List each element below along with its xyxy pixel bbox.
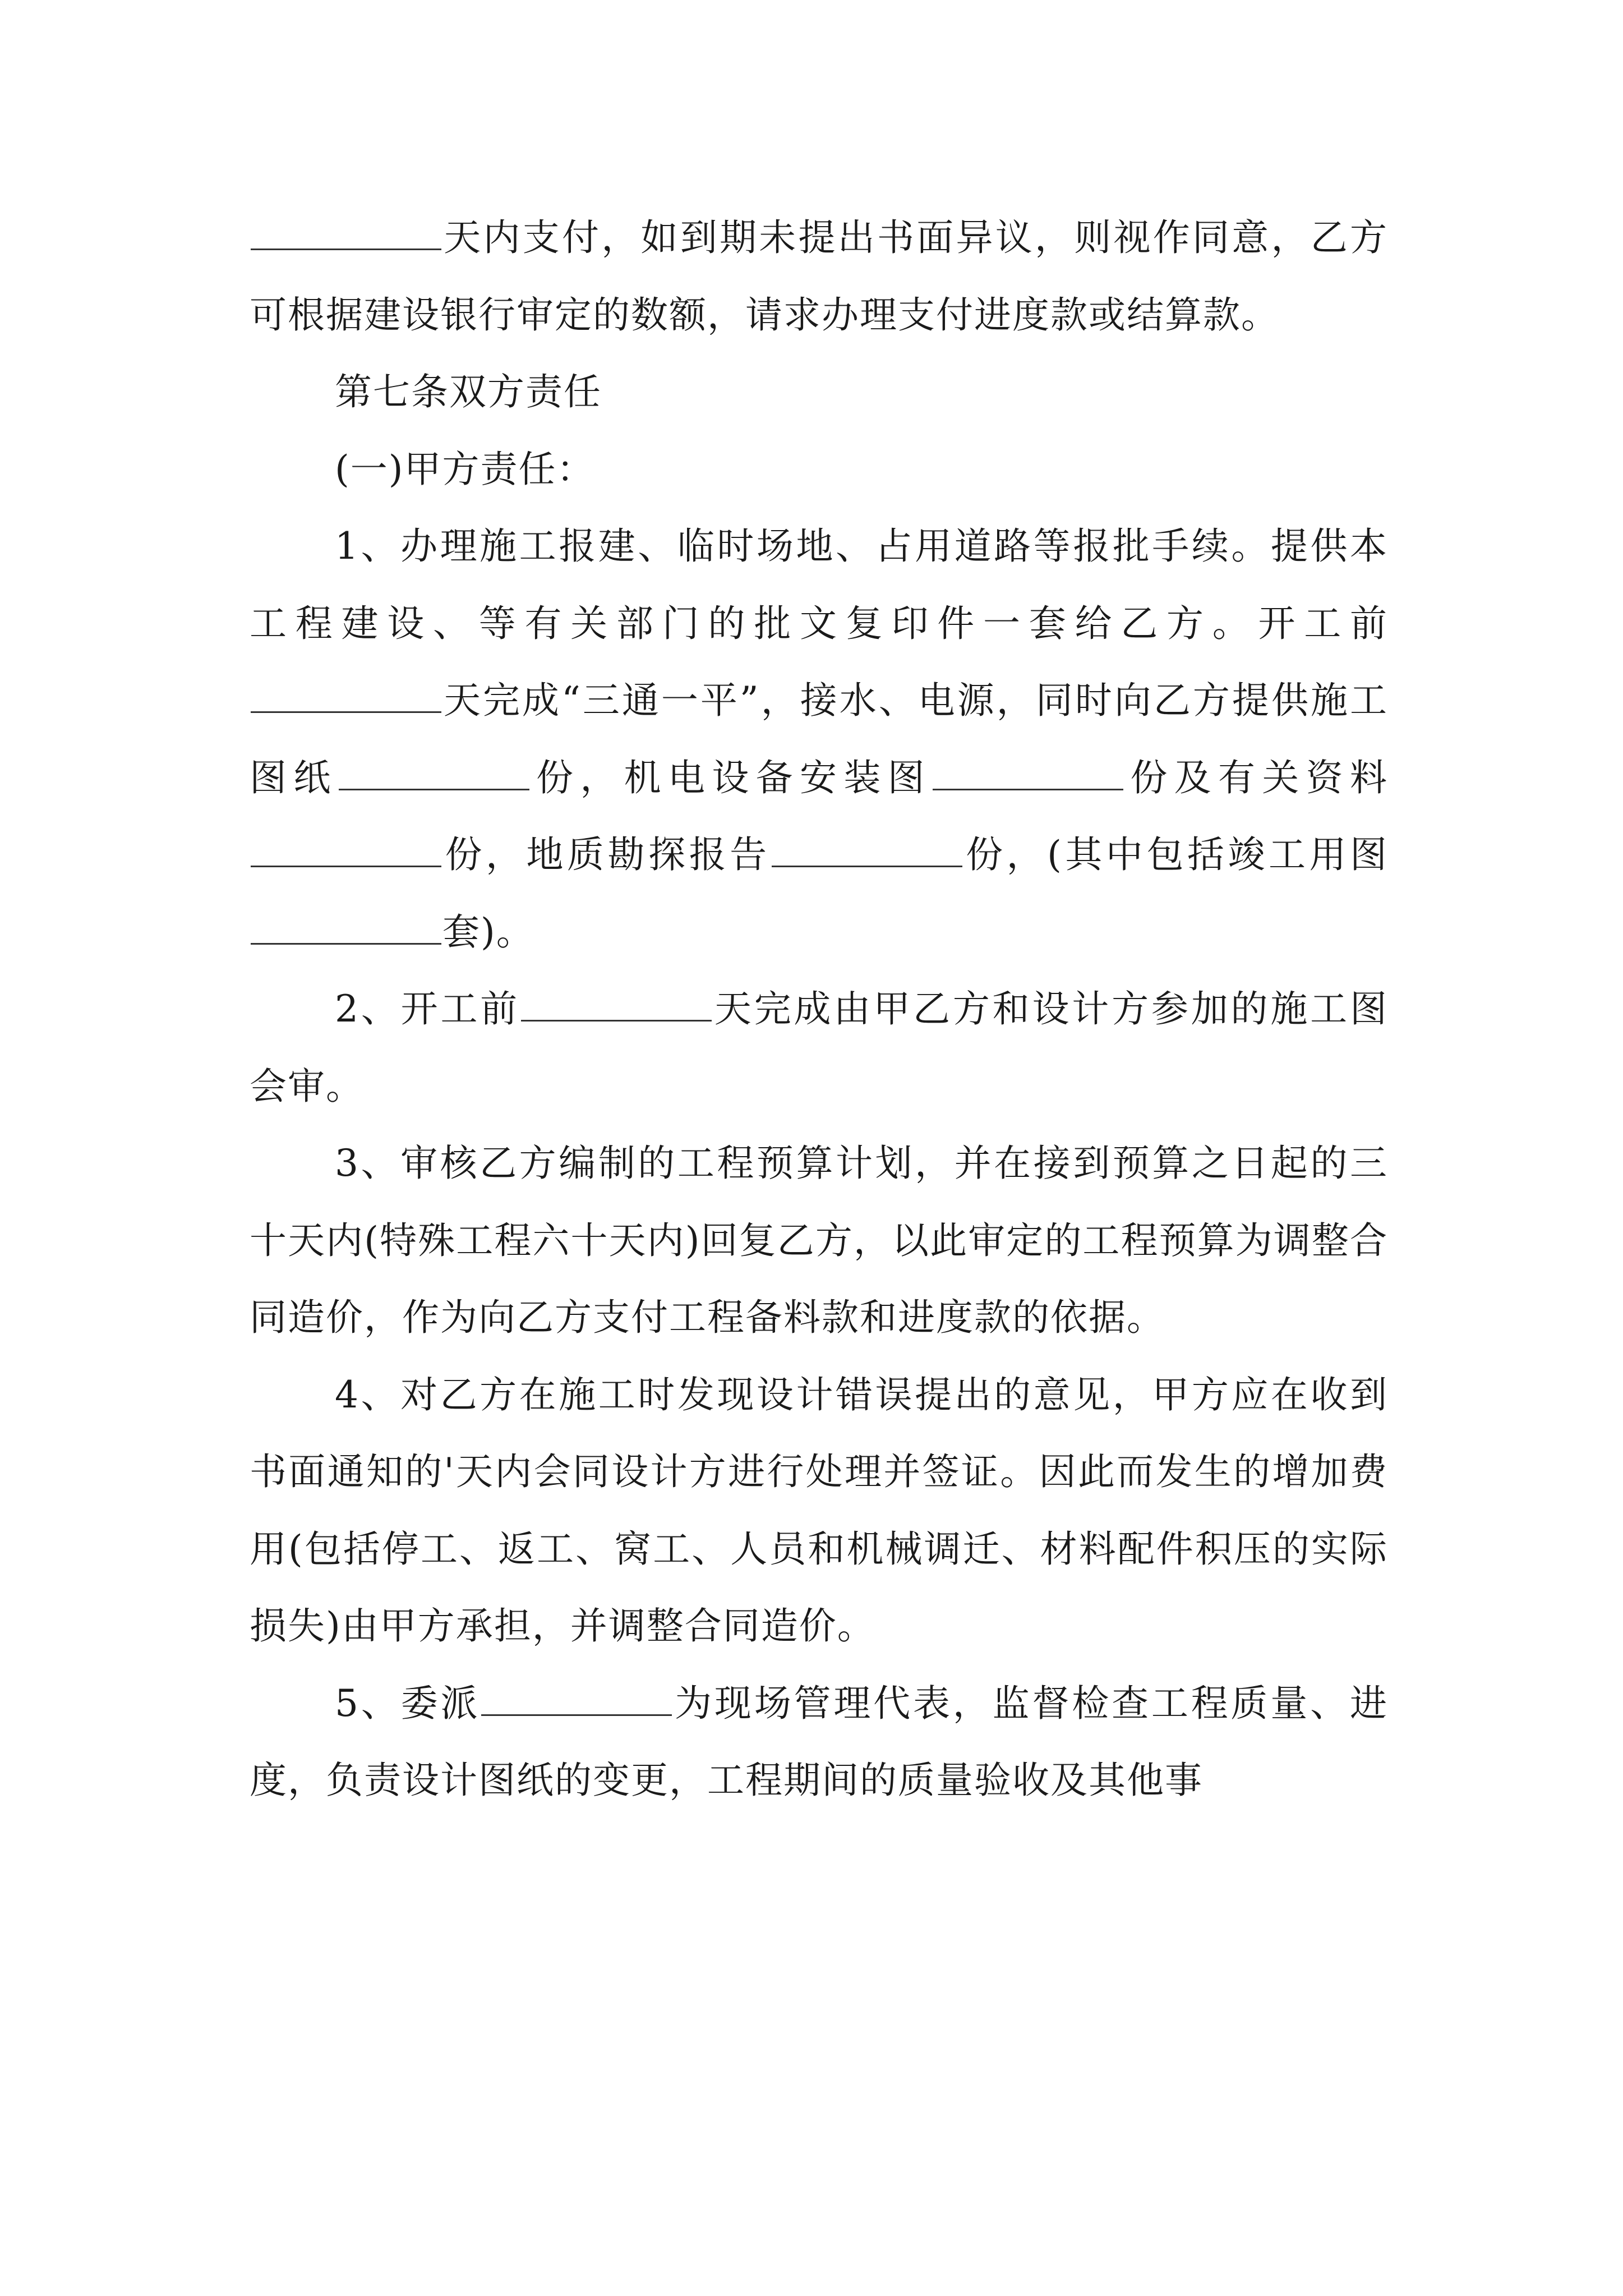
fill-in-blank — [251, 909, 441, 945]
fill-in-blank — [339, 755, 529, 790]
paragraph-text: 份，机电设备安装图 — [530, 756, 932, 799]
fill-in-blank — [251, 678, 441, 713]
paragraph-text: 3、审核乙方编制的工程预算计划，并在接到预算之日起的三十天内(特殊工程六十天内)回复乙方，以此审定的工程预算为调整合同造价，作为向乙方支付工程备料款和进度款的依据。 — [250, 1142, 1388, 1339]
paragraph-text: 天完成“三通一平”，接水、电源，同时向乙方提供施工图纸 — [250, 679, 1388, 799]
paragraph-text: 套)。 — [442, 910, 534, 954]
paragraph-text: 份，(其中包括竣工用图 — [963, 833, 1389, 876]
fill-in-blank — [251, 215, 441, 250]
paragraph-text: 2、开工前 — [335, 987, 520, 1030]
contract-paragraph — [250, 353, 1388, 431]
contract-paragraph — [250, 431, 1388, 508]
fill-in-blank — [521, 986, 712, 1022]
contract-paragraph — [250, 1356, 1388, 1665]
contract-text-body — [250, 199, 1388, 1819]
contract-paragraph — [250, 1125, 1388, 1356]
paragraph-text: 天内支付，如到期未提出书面异议，则视作同意，乙方可根据建设银行审定的数额，请求办理支付进度款或结算款。 — [250, 216, 1388, 337]
contract-paragraph — [250, 970, 1388, 1125]
fill-in-blank — [481, 1681, 672, 1716]
paragraph-text: 4、对乙方在施工时发现设计错误提出的意见，甲方应在收到书面通知的'天内会同设计方进行处理并签证。因此而发生的增加费用(包括停工、返工、窝工、人员和机械调迁、材料配件积压的实际损失)由甲方承担，并调整合同造价。 — [250, 1373, 1388, 1648]
paragraph-text: 为现场管理代表，监督检查工程质量、进度，负责设计图纸的变更，工程期间的质量验收及其他事 — [250, 1681, 1388, 1802]
paragraph-text: 份，地质勘探报告 — [442, 833, 771, 876]
paragraph-text: 1、办理施工报建、临时场地、占用道路等报批手续。提供本工程建设、等有关部门的批文复印件一套给乙方。开工前 — [250, 524, 1388, 645]
fill-in-blank — [933, 755, 1123, 790]
paragraph-text: 5、委派 — [335, 1681, 481, 1725]
fill-in-blank — [772, 832, 962, 867]
paragraph-text: 第七条双方责任 — [335, 370, 602, 413]
contract-paragraph — [250, 508, 1388, 970]
contract-paragraph — [250, 199, 1388, 353]
contract-paragraph — [250, 1665, 1388, 1819]
paragraph-text: (一)甲方责任： — [335, 447, 595, 491]
paragraph-text: 份及有关资料 — [1124, 756, 1389, 799]
paragraph-text: 天完成由甲乙方和设计方参加的施工图会审。 — [250, 987, 1389, 1108]
fill-in-blank — [251, 832, 441, 867]
